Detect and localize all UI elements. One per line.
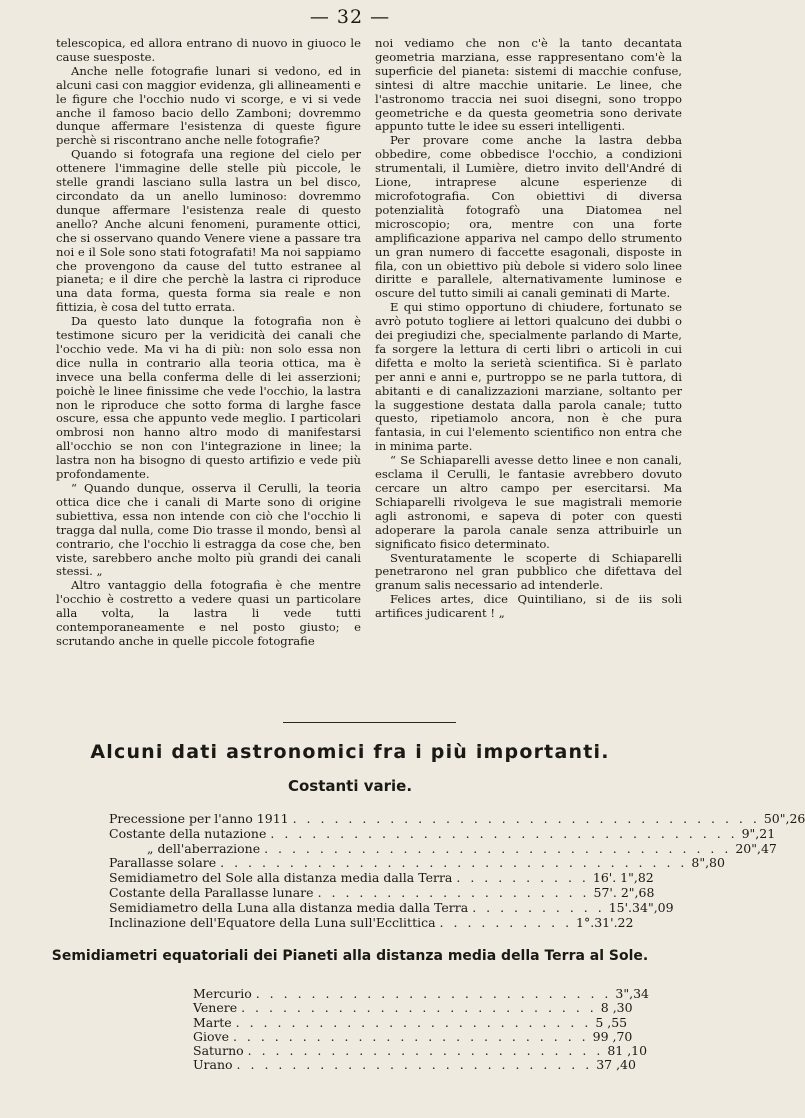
leader-dots: . . . . . . . . . . . . . . . . . . . . . . . . . . . . . . . . . . bbox=[292, 811, 760, 826]
table-row bbox=[193, 986, 649, 1001]
leader-dots: . . . . . . . . . . . . . . . . . . . . bbox=[317, 884, 590, 900]
leader-dots: . . . . . . . . . . bbox=[439, 914, 573, 930]
paragraph: “ Quando dunque, osserva il Cerulli, la teoria ottica dice che i canali di Marte sono di origine subiettiva, essa non intende con ciò che l'occhio li tragga dal nulla, come Dio trasse il mondo, bensì al contrario, che l'occhio li estragga da cose che, ben viste, sarebbero anche molto più grandi dei canali stessi. „ bbox=[56, 481, 361, 579]
row-label: Precessione per l'anno 1911 bbox=[109, 811, 289, 826]
row-label: Urano bbox=[193, 1057, 233, 1073]
row-label: Inclinazione dell'Equatore della Luna sull'Ecclittica bbox=[109, 914, 436, 930]
row-value: 57'. 2",68 bbox=[593, 884, 655, 900]
row-label: Mercurio bbox=[193, 986, 252, 1001]
table-row bbox=[193, 1028, 633, 1044]
constants-title: Costanti varie. bbox=[287, 777, 413, 795]
leader-dots: . . . . . . . . . . . . . . . . . . . . . . . . . . . . . . . . . . bbox=[270, 825, 738, 841]
leader-dots: . . . . . . . . . . . . . . . . . . . . . . . . . . bbox=[255, 986, 612, 1001]
leader-dots: . . . . . . . . . . bbox=[456, 870, 589, 886]
leader-dots: . . . . . . . . . . . . . . . . . . . . . . . . . . bbox=[241, 1000, 597, 1016]
row-value: 20",47 bbox=[735, 840, 777, 856]
planets-title: Semidiametri equatoriali dei Pianeti alla distanza media della Terra al Sole. bbox=[51, 948, 649, 964]
row-label: Venere bbox=[193, 1000, 238, 1016]
paragraph: noi vediamo che non c'è la tanto decantata geometria marziana, esse rappresentano com'è la superficie del pianeta: sistemi di macchie confuse, sintesi di altre macchie unitarie. Le linee, che l'astronomo traccia nei suoi disegni, sono troppo geometriche e da questa geometria sono derivate appunto tutte le idee su esseri intelligenti. bbox=[375, 36, 682, 134]
table-row bbox=[109, 855, 725, 871]
table-row bbox=[193, 1057, 636, 1073]
row-value: 16'. 1",82 bbox=[592, 870, 654, 886]
row-value: 99 ,70 bbox=[592, 1028, 633, 1044]
constants-table bbox=[109, 811, 805, 930]
page-number: — 32 — bbox=[309, 6, 391, 28]
leader-dots: . . . . . . . . . . bbox=[472, 899, 605, 915]
paragraph: Sventuratamente le scoperte di Schiaparelli penetrarono nel gran pubblico che difettava del granum salis necessario ad intenderle. bbox=[375, 550, 682, 593]
left-column bbox=[56, 37, 361, 649]
paragraph: Per provare come anche la lastra debba obbedire, come obbedisce l'occhio, a condizioni strumentali, il Lumière, dietro invito dell'André di Lione, intraprese alcune esperienze di microfotografia. Con obiettivi di diversa potenzialità fotografò una Diatomea nel microscopio; ora, mentre con una forte amplificazione appariva nel campo dello strumento un gran numero di faccette esagonali, disposte in fila, con un obiettivo più debole si videro solo linee diritte e parallele, alternativamente luminose e oscure del tutto simili ai canali geminati di Marte. bbox=[375, 133, 682, 301]
section-title: Alcuni dati astronomici fra i più importanti. bbox=[90, 741, 610, 763]
table-row bbox=[109, 884, 655, 900]
planets-table bbox=[193, 986, 649, 1073]
row-label: Costante della Parallasse lunare bbox=[109, 884, 314, 900]
row-value: 8",80 bbox=[691, 855, 725, 871]
table-row bbox=[193, 1000, 633, 1016]
section-divider bbox=[283, 722, 456, 723]
row-value: 37 ,40 bbox=[596, 1057, 636, 1073]
table-row bbox=[193, 1014, 628, 1030]
right-column bbox=[375, 37, 682, 621]
row-label: Parallasse solare bbox=[109, 855, 217, 871]
table-row bbox=[109, 914, 634, 930]
table-row bbox=[109, 870, 654, 886]
row-value: 5 ,55 bbox=[595, 1014, 628, 1030]
table-row bbox=[109, 811, 805, 826]
leader-dots: . . . . . . . . . . . . . . . . . . . . . . . . . . . . . . . . . . bbox=[264, 840, 732, 856]
row-label: Semidiametro del Sole alla distanza media dalla Terra bbox=[109, 870, 453, 886]
paragraph: Altro vantaggio della fotografia è che mentre l'occhio è costretto a vedere quasi un particolare alla volta, la lastra li vede tutti contemporaneamente e nel posto giusto; e scrutando anche in quelle piccole fotografie bbox=[56, 578, 361, 648]
paragraph: Felices artes, dice Quintiliano, si de iis soli artifices judicarent ! „ bbox=[375, 592, 682, 621]
paragraph: Quando si fotografa una regione del cielo per ottenere l'immagine delle stelle più piccole, le stelle grandi lasciano sulla lastra un bel disco, circondato da un anello luminoso: dovremmo dunque affermare l'esistenza reale di questo anello? Anche alcuni fenomeni, puramente ottici, che si osservano quando Venere viene a passare tra noi e il Sole sono stati fotografati! Ma noi sappiamo che provengono da cause del tutto estranee al pianeta; e il dire che perchè la lastra ci riproduce una data forma, questa forma sia reale e non fittizia, è cosa del tutto errata. bbox=[56, 147, 361, 315]
leader-dots: . . . . . . . . . . . . . . . . . . . . . . . . . . bbox=[232, 1028, 589, 1044]
row-value: 9",21 bbox=[741, 825, 776, 841]
leader-dots: . . . . . . . . . . . . . . . . . . . . . . . . . . . . . . . . . . bbox=[220, 855, 688, 871]
row-label: „ dell'aberrazione bbox=[147, 840, 261, 856]
row-value: 50",26 bbox=[763, 811, 805, 826]
table-row bbox=[109, 899, 674, 915]
row-value: 81 ,10 bbox=[607, 1043, 648, 1059]
table-row bbox=[109, 840, 777, 856]
row-value: 8 ,30 bbox=[600, 1000, 633, 1016]
row-label: Semidiametro della Luna alla distanza media dalla Terra bbox=[109, 899, 469, 915]
row-value: 3",34 bbox=[615, 986, 649, 1001]
row-value: 15'.34",09 bbox=[608, 899, 674, 915]
row-label: Marte bbox=[193, 1014, 232, 1030]
paragraph: Da questo lato dunque la fotografia non è testimone sicuro per la veridicità dei canali che l'occhio vede. Ma vi ha di più: non solo essa non dice nulla in contrario alla teoria ottica, ma è invece una bella conferma delle di lei asserzioni; poichè le linee finissime che vede l'occhio, la lastra non le riproduce che sotto forma di larghe fasce oscure, essa che appunto vede meglio. I particolari ombrosi non hanno altro modo di manifestarsi all'occhio se non con l'integrazione in linee; la lastra non ha bisogno di questo artifizio e vede più profondamente. bbox=[56, 314, 361, 482]
row-value: 1°.31'.22 bbox=[576, 914, 634, 930]
row-label: Giove bbox=[193, 1028, 229, 1044]
leader-dots: . . . . . . . . . . . . . . . . . . . . . . . . . . bbox=[236, 1057, 593, 1073]
leader-dots: . . . . . . . . . . . . . . . . . . . . . . . . . . bbox=[247, 1043, 604, 1059]
paragraph: E qui stimo opportuno di chiudere, fortunato se avrò potuto togliere ai lettori qualcuno dei dubbi o dei pregiudizi che, specialmente parlando di Marte, fa sorgere la lettura di certi libri o articoli in cui difetta e molto la serietà scientifica. Si è parlato per anni e anni e, purtroppo se ne parla tuttora, di abitanti e di canalizzazioni marziane, soltanto per la suggestione destata dalla parola canale; tutto questo, ripetiamolo ancora, non è che pura fantasia, in cui l'elemento scientifico non entra che in minima parte. bbox=[375, 300, 682, 454]
paragraph: telescopica, ed allora entrano di nuovo in giuoco le cause suesposte. bbox=[56, 36, 361, 64]
row-label: Saturno bbox=[193, 1043, 244, 1059]
row-label: Costante della nutazione bbox=[109, 825, 267, 841]
table-row bbox=[193, 1043, 648, 1059]
table-row bbox=[109, 825, 776, 841]
paragraph: “ Se Schiaparelli avesse detto linee e non canali, esclama il Cerulli, le fantasie avrebbero dovuto cercare un altro campo per esercitarsi. Ma Schiaparelli rivolgeva le sue magistrali memorie agli astronomi, e sapeva di poter con questi adoperare la parola canale senza attribuirle un significato fisico determinato. bbox=[375, 453, 682, 551]
leader-dots: . . . . . . . . . . . . . . . . . . . . . . . . . . bbox=[235, 1014, 592, 1030]
paragraph: Anche nelle fotografie lunari si vedono, ed in alcuni casi con maggior evidenza, gli allineamenti e le figure che l'occhio nudo vi scorge, e vi si vede anche il famoso bacio dello Zamboni; dovremmo dunque affermare l'esistenza di queste figure perchè si riscontrano anche nelle fotografie? bbox=[56, 63, 361, 148]
